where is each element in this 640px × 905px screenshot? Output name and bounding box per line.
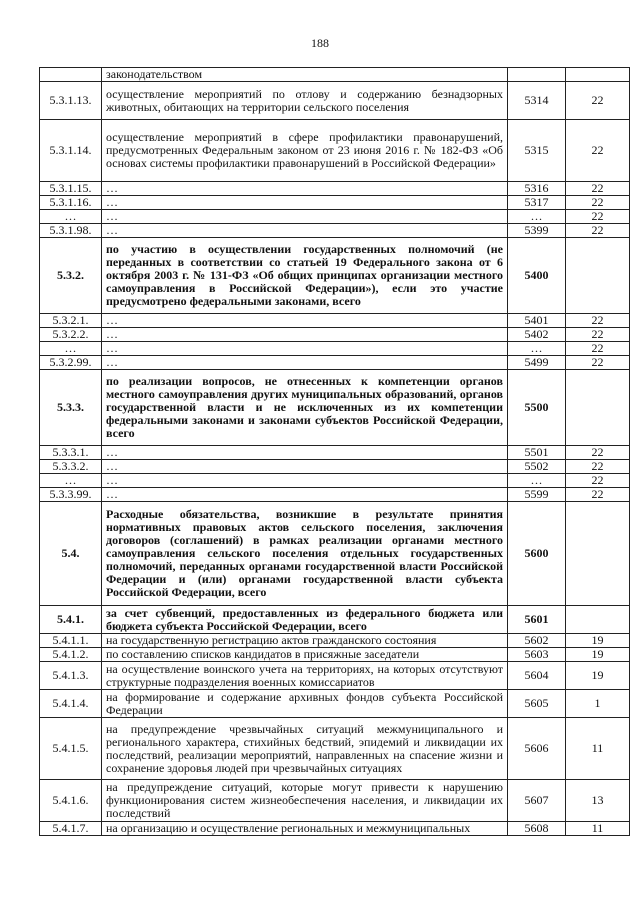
row-code: 5.3.2.1.: [40, 314, 102, 328]
row-line-code: 5399: [508, 224, 566, 238]
row-description: законодательством: [102, 68, 508, 82]
row-description: …: [102, 342, 508, 356]
row-code: 5.3.1.16.: [40, 196, 102, 210]
row-line-code: 5606: [508, 718, 566, 780]
table-row: [40, 822, 630, 836]
table-row: [40, 718, 630, 780]
row-code: 5.3.3.1.: [40, 446, 102, 460]
row-code: 5.3.2.2.: [40, 328, 102, 342]
row-column-value: 1: [566, 690, 630, 718]
row-column-value: 22: [566, 488, 630, 502]
table-row: [40, 606, 630, 634]
row-code: 5.4.1.4.: [40, 690, 102, 718]
row-line-code: 5501: [508, 446, 566, 460]
row-column-value: 22: [566, 446, 630, 460]
row-column-value: [566, 502, 630, 606]
row-code: …: [40, 342, 102, 356]
obligations-table: [39, 67, 630, 836]
table-row: [40, 634, 630, 648]
row-line-code: 5314: [508, 82, 566, 120]
row-column-value: 22: [566, 342, 630, 356]
table-row: [40, 328, 630, 342]
row-description: …: [102, 474, 508, 488]
row-column-value: 22: [566, 474, 630, 488]
row-line-code: 5601: [508, 606, 566, 634]
table-row: [40, 224, 630, 238]
row-code: 5.4.1.3.: [40, 662, 102, 690]
table-row: [40, 68, 630, 82]
row-column-value: 13: [566, 780, 630, 822]
row-line-code: 5607: [508, 780, 566, 822]
row-line-code: 5402: [508, 328, 566, 342]
row-description: …: [102, 488, 508, 502]
row-column-value: 11: [566, 822, 630, 836]
row-code: …: [40, 474, 102, 488]
row-column-value: 22: [566, 210, 630, 224]
row-line-code: 5602: [508, 634, 566, 648]
row-description: …: [102, 210, 508, 224]
row-code: 5.4.1.1.: [40, 634, 102, 648]
row-description: …: [102, 314, 508, 328]
row-line-code: 5608: [508, 822, 566, 836]
row-code: 5.3.3.99.: [40, 488, 102, 502]
table-row: [40, 182, 630, 196]
table-row: [40, 210, 630, 224]
row-description: …: [102, 196, 508, 210]
row-column-value: [566, 606, 630, 634]
row-code: 5.4.1.5.: [40, 718, 102, 780]
row-description: …: [102, 356, 508, 370]
row-column-value: 22: [566, 224, 630, 238]
row-code: 5.4.1.2.: [40, 648, 102, 662]
row-code: 5.4.1.: [40, 606, 102, 634]
table-row: [40, 120, 630, 182]
row-code: 5.3.2.: [40, 238, 102, 314]
row-line-code: [508, 68, 566, 82]
page-number: 188: [311, 36, 329, 50]
row-code: …: [40, 210, 102, 224]
row-line-code: 5499: [508, 356, 566, 370]
table-row: [40, 488, 630, 502]
row-column-value: 22: [566, 328, 630, 342]
row-description: осуществление мероприятий по отлову и содержанию безнадзорных животных, обитающих на территории сельского поселения: [102, 82, 508, 120]
table-row: [40, 690, 630, 718]
row-column-value: [566, 370, 630, 446]
row-column-value: 22: [566, 182, 630, 196]
row-column-value: [566, 68, 630, 82]
row-line-code: …: [508, 474, 566, 488]
row-column-value: 22: [566, 356, 630, 370]
table-row: [40, 460, 630, 474]
row-description: Расходные обязательства, возникшие в результате принятия нормативных правовых актов сельского поселения, заключения договоров (соглашений) в рамках реализации органами местного самоуправления сельского поселения отдельных государственных полномочий, переданных органами государственной власти Российской Федерации и (или) органами государственной власти субъекта Российской Федерации, всего: [102, 502, 508, 606]
row-column-value: 22: [566, 196, 630, 210]
row-code: 5.3.3.: [40, 370, 102, 446]
row-description: на организацию и осуществление региональных и межмуниципальных: [102, 822, 508, 836]
row-description: на формирование и содержание архивных фондов субъекта Российской Федерации: [102, 690, 508, 718]
row-code: 5.3.1.13.: [40, 82, 102, 120]
row-line-code: 5315: [508, 120, 566, 182]
row-code: 5.3.3.2.: [40, 460, 102, 474]
table-row: [40, 356, 630, 370]
row-description: …: [102, 182, 508, 196]
row-description: на предупреждение ситуаций, которые могут привести к нарушению функционирования систем жизнеобеспечения населения, и ликвидации их последствий: [102, 780, 508, 822]
row-line-code: 5316: [508, 182, 566, 196]
table-row: [40, 238, 630, 314]
row-code: 5.3.1.98.: [40, 224, 102, 238]
row-description: осуществление мероприятий в сфере профилактики правонарушений, предусмотренных Федеральным законом от 23 июня 2016 г. № 182-ФЗ «Об основах системы профилактики правонарушений в Российской Федерации»: [102, 120, 508, 182]
row-line-code: 5603: [508, 648, 566, 662]
row-line-code: 5599: [508, 488, 566, 502]
row-column-value: 22: [566, 82, 630, 120]
row-code: 5.4.1.7.: [40, 822, 102, 836]
row-line-code: 5605: [508, 690, 566, 718]
row-description: …: [102, 224, 508, 238]
row-column-value: [566, 238, 630, 314]
table-row: [40, 446, 630, 460]
row-code: 5.3.2.99.: [40, 356, 102, 370]
row-description: на предупреждение чрезвычайных ситуаций межмуниципального и регионального характера, стихийных бедствий, эпидемий и ликвидации их последствий, реализации мероприятий, направленных на спасение жизни и сохранение здоровья людей при чрезвычайных ситуациях: [102, 718, 508, 780]
row-line-code: 5600: [508, 502, 566, 606]
row-description: на государственную регистрацию актов гражданского состояния: [102, 634, 508, 648]
table-row: [40, 502, 630, 606]
row-code: 5.3.1.14.: [40, 120, 102, 182]
row-description: по составлению списков кандидатов в присяжные заседатели: [102, 648, 508, 662]
row-column-value: 19: [566, 634, 630, 648]
row-code: 5.4.: [40, 502, 102, 606]
row-line-code: 5502: [508, 460, 566, 474]
row-description: …: [102, 460, 508, 474]
row-code: 5.4.1.6.: [40, 780, 102, 822]
row-line-code: 5401: [508, 314, 566, 328]
row-column-value: 22: [566, 460, 630, 474]
row-description: на осуществление воинского учета на территориях, на которых отсутствуют структурные подразделения военных комиссариатов: [102, 662, 508, 690]
row-code: [40, 68, 102, 82]
row-line-code: 5604: [508, 662, 566, 690]
table-row: [40, 314, 630, 328]
row-description: за счет субвенций, предоставленных из федерального бюджета или бюджета субъекта Российской Федерации, всего: [102, 606, 508, 634]
row-line-code: 5500: [508, 370, 566, 446]
row-line-code: …: [508, 210, 566, 224]
table-row: [40, 196, 630, 210]
row-column-value: 19: [566, 648, 630, 662]
table-row: [40, 370, 630, 446]
row-code: 5.3.1.15.: [40, 182, 102, 196]
table-row: [40, 474, 630, 488]
row-column-value: 11: [566, 718, 630, 780]
row-line-code: …: [508, 342, 566, 356]
row-column-value: 22: [566, 120, 630, 182]
row-line-code: 5317: [508, 196, 566, 210]
row-line-code: 5400: [508, 238, 566, 314]
table-row: [40, 82, 630, 120]
row-description: …: [102, 446, 508, 460]
table-row: [40, 780, 630, 822]
row-description: по реализации вопросов, не отнесенных к компетенции органов местного самоуправления других муниципальных образований, органов государственной власти и не исключенных из их компетенции федеральными законами и законами субъектов Российской Федерации, всего: [102, 370, 508, 446]
table-row: [40, 648, 630, 662]
row-column-value: 22: [566, 314, 630, 328]
row-description: по участию в осуществлении государственных полномочий (не переданных в соответствии со статьей 19 Федерального закона от 6 октября 2003 г. № 131-ФЗ «Об общих принципах организации местного самоуправления в Российской Федерации»), если это участие предусмотрено федеральными законами, всего: [102, 238, 508, 314]
row-description: …: [102, 328, 508, 342]
table-row: [40, 662, 630, 690]
table-row: [40, 342, 630, 356]
row-column-value: 19: [566, 662, 630, 690]
